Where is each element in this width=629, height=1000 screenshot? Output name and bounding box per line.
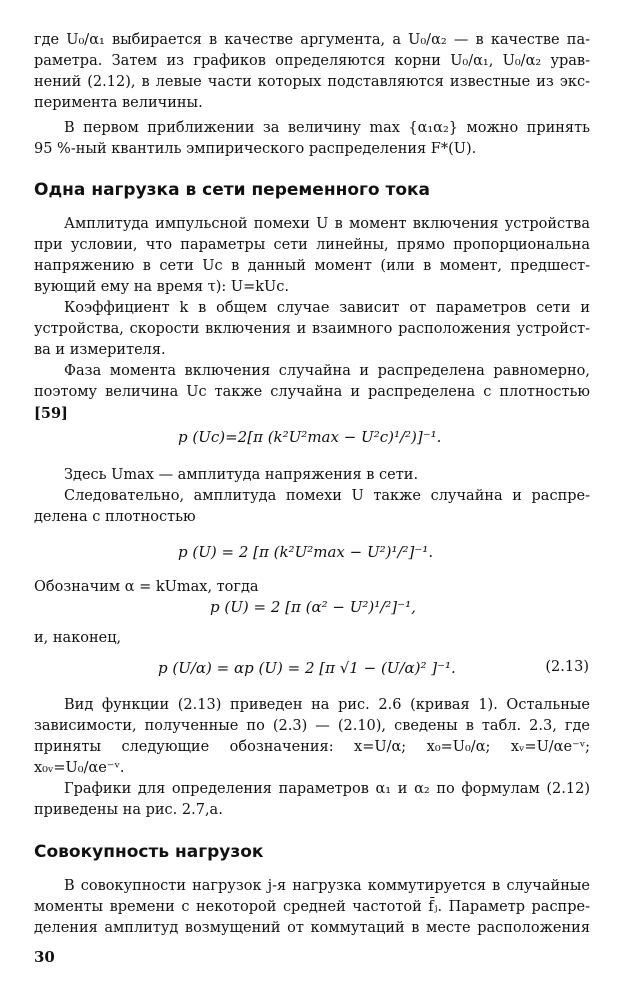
text-line: Коэффициент k в общем случае зависит от параметров сети и: [64, 300, 590, 316]
text-line: моменты времени с некоторой средней частотой f̄ⱼ. Параметр распре-: [34, 899, 590, 915]
formula: p (U) = 2 [π (k²U²max − U²)¹/²]⁻¹.: [178, 543, 434, 561]
section-heading: Совокупность нагрузок: [34, 842, 264, 862]
text-line: зависимости, полученные по (2.3) — (2.10), сведены в табл. 2.3, где: [34, 718, 590, 734]
text-line: В совокупности нагрузок j-я нагрузка коммутируется в случайные: [64, 878, 590, 894]
citation: [59]: [34, 405, 68, 422]
text-line: Амплитуда импульсной помехи U в момент включения устройства: [64, 216, 590, 232]
text-line: Вид функции (2.13) приведен на рис. 2.6 (кривая 1). Остальные: [64, 697, 590, 713]
formula: p (U) = 2 [π (α² − U²)¹/²]⁻¹,: [210, 598, 416, 616]
text-line: вующий ему на время τ): U=kUс.: [34, 279, 289, 295]
text-line: при условии, что параметры сети линейны, прямо пропорциональна: [34, 237, 590, 253]
text-line: где U₀/α₁ выбирается в качестве аргумента, а U₀/α₂ — в качестве па-: [34, 32, 590, 48]
text-line: устройства, скорости включения и взаимного расположения устройст-: [34, 321, 590, 337]
text-line: Графики для определения параметров α₁ и α₂ по формулам (2.12): [64, 781, 590, 797]
text-line: и, наконец,: [34, 630, 122, 646]
text-line: нений (2.12), в левые части которых подставляются известные из экс-: [34, 74, 590, 90]
text-line: x₀ᵥ=U₀/αe⁻ᵛ.: [34, 760, 125, 776]
section-heading: Одна нагрузка в сети переменного тока: [34, 180, 431, 200]
equation-number: (2.13): [545, 659, 589, 675]
text-line: поэтому величина Uс также случайна и распределена с плотностью: [34, 384, 590, 400]
text-line: приняты следующие обозначения: x=U/α; x₀=U₀/α; xᵥ=U/αe⁻ᵛ;: [34, 739, 590, 755]
text-line: Здесь Umax — амплитуда напряжения в сети.: [64, 467, 419, 483]
text-line: Следовательно, амплитуда помехи U также случайна и распре-: [64, 488, 590, 504]
formula: p (Uс)=2[π (k²U²max − U²с)¹/²)]⁻¹.: [178, 428, 442, 446]
text-line: В первом приближении за величину max {α₁α₂} можно принять: [64, 120, 590, 136]
text-line: ва и измерителя.: [34, 342, 166, 358]
text-line: 95 %-ный квантиль эмпирического распределения F*(U).: [34, 141, 477, 157]
page-number: 30: [34, 948, 55, 966]
text-line: Обозначим α = kUmax, тогда: [34, 579, 259, 595]
text-line: перимента величины.: [34, 95, 203, 111]
text-line: деления амплитуд возмущений от коммутаций в месте расположения: [34, 920, 590, 936]
text-line: делена с плотностью: [34, 509, 196, 525]
text-line: Фаза момента включения случайна и распределена равномерно,: [64, 363, 590, 379]
text-line: раметра. Затем из графиков определяются корни U₀/α₁, U₀/α₂ урав-: [34, 53, 590, 69]
text-line: приведены на рис. 2.7,а.: [34, 802, 223, 818]
formula: p (U/α) = αp (U) = 2 [π √1 − (U/α)² ]⁻¹.: [158, 659, 456, 677]
text-line: напряжению в сети Uс в данный момент (или в момент, предшест-: [34, 258, 590, 274]
